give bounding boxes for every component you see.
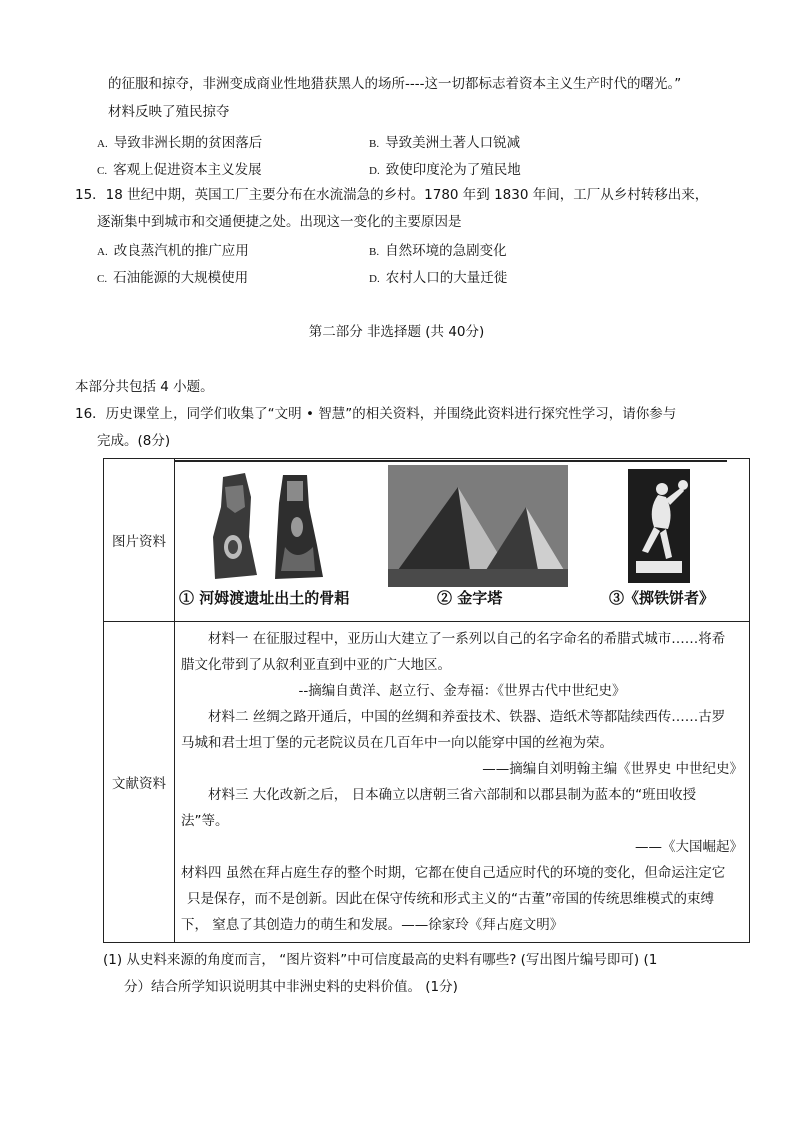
q15-option-c[interactable] (97, 266, 248, 286)
pyramid-image (388, 465, 568, 587)
option-key: B. (369, 246, 380, 258)
material-4-line3: 下， 窒息了其创造力的萌生和发展。——徐家玲《拜占庭文明》 (181, 917, 564, 933)
option-key: A. (97, 246, 108, 258)
material-1-source: --摘编自黄洋、赵立行、金寿福：《世界古代中世纪史》 (298, 683, 626, 699)
option-key: C. (97, 273, 108, 285)
option-text: 导致非洲长期的贫困落后 (113, 135, 263, 151)
q14-option-c[interactable] (97, 158, 262, 178)
material-3-line1: 材料三 大化改新之后， 日本确立以唐朝三省六部制和以郡县制为蓝本的“班田收授 (208, 787, 697, 803)
bone-spade-image (205, 467, 335, 587)
q16-line1: 16．历史课堂上，同学们收集了“文明 • 智慧”的相关资料，并围绕此资料进行探究性学习，请你参与 (75, 406, 677, 422)
picture-strip (175, 459, 749, 621)
q15-option-b[interactable] (369, 239, 507, 259)
q15-option-d[interactable] (369, 266, 507, 286)
q14-option-d[interactable] (369, 158, 521, 178)
part2-title: 第二部分 非选择题 (共 40分) (308, 324, 485, 340)
material-4-line1: 材料四 虽然在拜占庭生存的整个时期，它都在使自己适应时代的环境的变化，但命运注定它 (181, 865, 726, 881)
picture-caption-2: ② 金字塔 (437, 589, 503, 607)
picture-caption-1: ① 河姆渡遗址出土的骨耜 (179, 589, 350, 607)
option-text: 导致美洲土著人口锐减 (385, 135, 521, 151)
option-text: 客观上促进资本主义发展 (113, 162, 262, 178)
material-1-line1: 材料一 在征服过程中，亚历山大建立了一系列以自己的名字命名的希腊式城市……将希 (208, 631, 726, 647)
q15-option-a[interactable] (97, 239, 249, 259)
q15-line2: 逐渐集中到城市和交通便捷之处。出现这一变化的主要原因是 (97, 214, 462, 230)
document-row (104, 622, 750, 943)
material-4-line2: 只是保存，而不是创新。因此在保守传统和形式主义的“古董”帝国的传统思维模式的束缚 (187, 891, 714, 907)
picture-caption-3: ③《掷铁饼者》 (609, 589, 715, 607)
document-label: 文献资料 (104, 622, 175, 943)
option-key: B. (369, 138, 380, 150)
option-text: 致使印度沦为了殖民地 (385, 162, 521, 178)
q14-line2: 材料反映了殖民掠夺 (108, 104, 230, 120)
q14-option-b[interactable] (369, 131, 520, 151)
sub-question-1-line2: 分）结合所学知识说明其中非洲史料的史料价值。 (1分) (124, 979, 458, 995)
part2-intro: 本部分共包括 4 小题。 (75, 379, 214, 395)
option-text: 石油能源的大规模使用 (113, 270, 249, 286)
option-key: D. (369, 273, 380, 285)
picture-cell (175, 459, 750, 622)
picture-label: 图片资料 (104, 459, 175, 622)
materials-table (103, 458, 750, 943)
option-text: 农村人口的大量迁徙 (385, 270, 508, 286)
material-3-line2: 法”等。 (181, 813, 229, 829)
q14-line1: 的征服和掠夺，非洲变成商业性地猎获黑人的场所----这一切都标志着资本主义生产时代的曙光。” (108, 76, 682, 92)
document-cell (175, 622, 750, 943)
discus-thrower-image (628, 469, 690, 583)
material-2-line2: 马城和君士坦丁堡的元老院议员在几百年中一向以能穿中国的丝袍为荣。 (181, 735, 613, 751)
q15-line1: 15．18 世纪中期，英国工厂主要分布在水流湍急的乡村。1780 年到 1830 年间，工厂从乡村转移出来， (75, 187, 709, 203)
sub-question-1-line1: (1) 从史料来源的角度而言， “图片资料”中可信度最高的史料有哪些? (写出图片编号即可) (1 (103, 952, 658, 968)
q14-option-a[interactable] (97, 131, 262, 151)
q16-line2: 完成。(8分) (97, 433, 171, 449)
material-2-line1: 材料二 丝绸之路开通后，中国的丝绸和养蚕技术、铁器、造纸术等都陆续西传……古罗 (208, 709, 726, 725)
option-key: D. (369, 165, 380, 177)
material-2-source: ——摘编自刘明翰主编《世界史 中世纪史》 (482, 761, 743, 777)
material-1-line2: 腊文化带到了从叙利亚直到中亚的广大地区。 (181, 657, 451, 673)
option-text: 自然环境的急剧变化 (385, 243, 507, 259)
option-key: C. (97, 165, 108, 177)
option-text: 改良蒸汽机的推广应用 (113, 243, 249, 259)
picture-row (104, 459, 750, 622)
material-3-source: ——《大国崛起》 (635, 839, 743, 855)
option-key: A. (97, 138, 108, 150)
